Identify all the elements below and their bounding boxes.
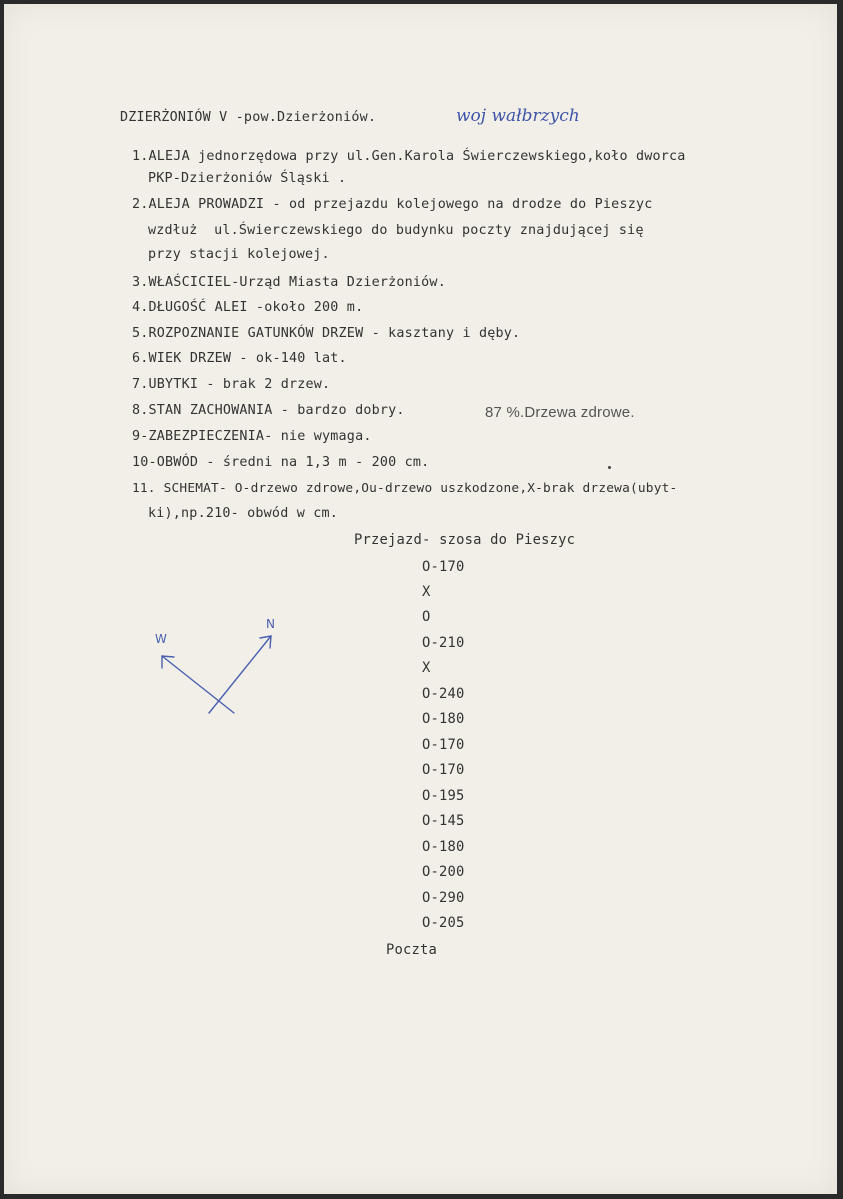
item-2-line-3: przy stacji kolejowej. [148,247,330,262]
schema-bottom-label: Poczta [386,942,438,958]
handwritten-note: woj wałbrzych [456,106,580,126]
stray-dot [608,466,611,469]
schema-entry: O-170 [422,559,465,575]
schema-entry: X [422,584,431,600]
west-label: W [155,632,167,646]
schema-entry: O-240 [422,686,465,702]
item-8-note: 87 %.Drzewa zdrowe. [485,404,635,421]
schema-entry: O-180 [422,839,465,855]
schema-entry: O-180 [422,711,465,727]
document-title: DZIERŻONIÓW V -pow.Dzierżoniów. [120,110,377,125]
schema-entry: O-145 [422,813,465,829]
item-6: 6.WIEK DRZEW - ok-140 lat. [132,351,347,366]
item-1-line-2: PKP-Dzierżoniów Śląski . [148,171,347,186]
item-11-line-2: ki),np.210- obwód w cm. [148,506,339,521]
north-arrow-line [209,636,271,713]
north-label: N [266,617,275,631]
schema-entry: O-170 [422,762,465,778]
schema-entry: O-290 [422,890,465,906]
item-2-line-2: wzdłuż ul.Świerczewskiego do budynku poczty znajdującej się [148,223,644,238]
west-arrow-line [162,656,234,713]
item-8: 8.STAN ZACHOWANIA - bardzo dobry. [132,403,405,418]
item-4: 4.DŁUGOŚĆ ALEI -około 200 m. [132,300,364,315]
item-3: 3.WŁAŚCICIEL-Urząd Miasta Dzierżoniów. [132,275,446,290]
schema-top-label: Przejazd- szosa do Pieszyc [354,532,576,548]
schema-entry: O-210 [422,635,465,651]
schema-entry: O-200 [422,864,465,880]
schema-entry: X [422,660,431,676]
schema-entry: O [422,609,431,625]
item-11-line-1: 11. SCHEMAT- O-drzewo zdrowe,Ou-drzewo uszkodzone,X-brak drzewa(ubyt- [132,481,678,496]
item-10: 10-OBWÓD - średni na 1,3 m - 200 cm. [132,455,430,470]
document-page [4,4,837,1194]
compass-arrows-icon [154,616,284,721]
schema-entry: O-195 [422,788,465,804]
item-7: 7.UBYTKI - brak 2 drzew. [132,377,331,392]
item-5: 5.ROZPOZNANIE GATUNKÓW DRZEW - kasztany i dęby. [132,326,521,341]
item-1-line-1: 1.ALEJA jednorzędowa przy ul.Gen.Karola Świerczewskiego,koło dworca [132,149,686,164]
compass-rose [154,616,284,721]
schema-entry: O-205 [422,915,465,931]
schema-entry: O-170 [422,737,465,753]
item-9: 9-ZABEZPIECZENIA- nie wymaga. [132,429,372,444]
item-2-line-1: 2.ALEJA PROWADZI - od przejazdu kolejowego na drodze do Pieszyc [132,197,653,212]
